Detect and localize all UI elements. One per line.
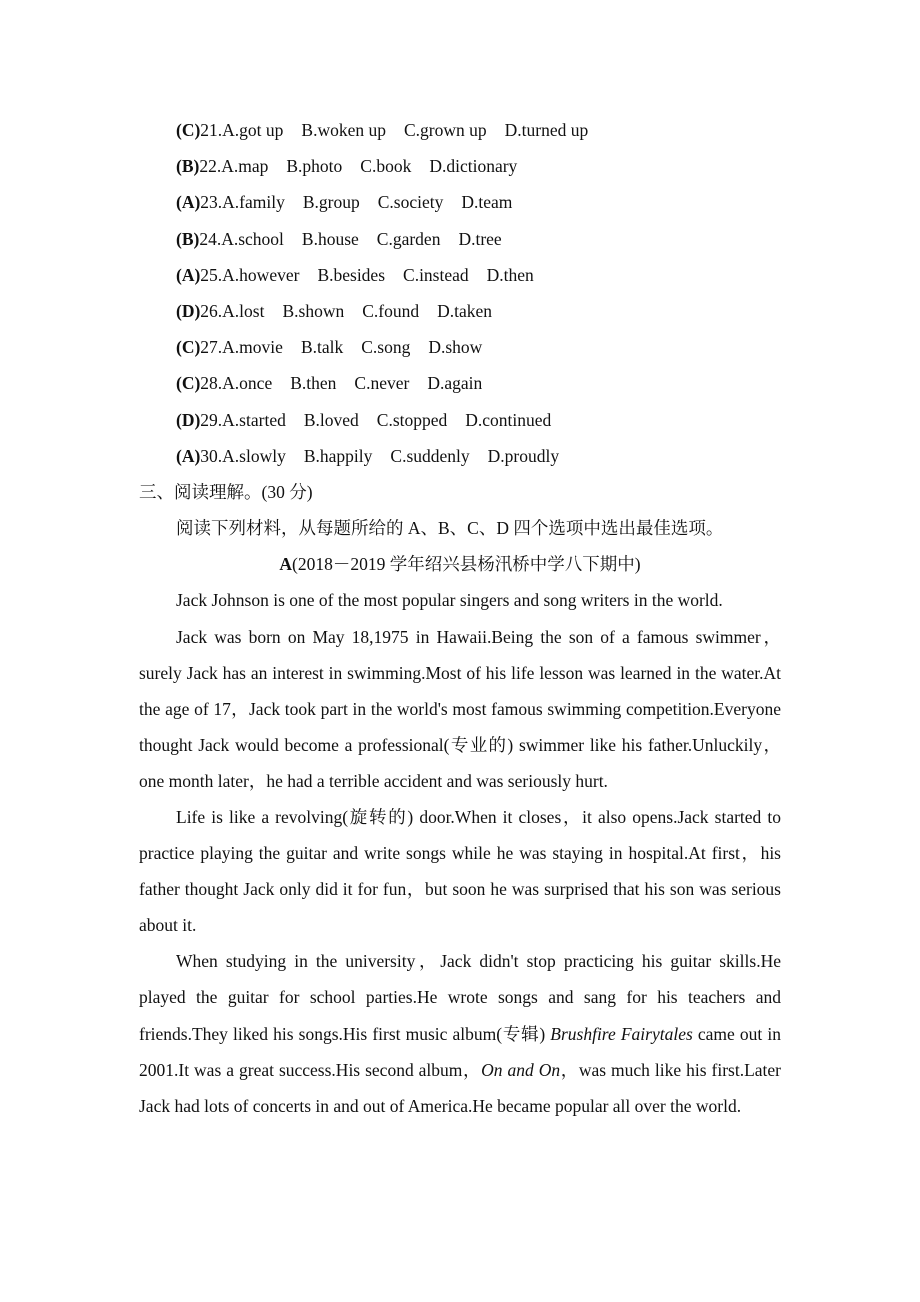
- option-row: [139, 184, 781, 220]
- document-content: [139, 112, 781, 1124]
- question-number: 21.: [200, 120, 223, 140]
- passage-paragraph-3: Life is like a revolving(旋转的) door.When it closes，it also opens.Jack started to practice playing the guitar and write songs while he was staying in hospital.At first，his father thought Jack only did it for fun，but soon he was surprised that his son was serious about it.: [139, 807, 781, 936]
- option-choice: C.book: [360, 156, 412, 177]
- question-number: 27.: [200, 337, 223, 358]
- option-choice: B.group: [302, 192, 360, 213]
- option-choice: D.again: [427, 373, 483, 394]
- option-choice: A.once: [222, 373, 273, 394]
- option-choice: D.taken: [437, 300, 493, 321]
- option-row: [139, 329, 781, 365]
- option-choice: C.stopped: [376, 409, 448, 430]
- option-choice: D.then: [486, 264, 534, 285]
- option-choice: C.grown up: [404, 120, 487, 140]
- question-number: 25.: [200, 264, 223, 285]
- option-choice: D.turned up: [504, 120, 589, 140]
- question-number: 29.: [200, 409, 223, 430]
- option-choice: C.never: [354, 373, 410, 394]
- option-row: [139, 438, 781, 474]
- option-choice: C.society: [377, 192, 444, 213]
- option-choice: B.besides: [317, 264, 386, 285]
- option-choice: D.team: [461, 192, 513, 213]
- option-choice: D.continued: [465, 409, 552, 430]
- option-choice: B.happily: [303, 445, 373, 466]
- option-choice: C.garden: [376, 228, 441, 249]
- answer-key: (C): [176, 373, 201, 394]
- answer-options-list: [139, 112, 781, 474]
- option-row: [139, 148, 781, 184]
- option-choice: D.dictionary: [429, 156, 518, 177]
- option-choice: B.loved: [303, 409, 359, 430]
- option-choice: B.photo: [286, 156, 343, 177]
- section-instruction: 阅读下列材料，从每题所给的 A、B、C、D 四个选项中选出最佳选项。: [176, 518, 724, 539]
- question-number: 30.: [200, 445, 223, 466]
- answer-key: (D): [176, 300, 201, 321]
- option-choice: A.got up: [222, 120, 284, 140]
- option-choice: D.tree: [458, 228, 502, 249]
- answer-key: (A): [176, 192, 201, 213]
- option-choice: B.house: [301, 228, 359, 249]
- passage-paragraph-1: Jack Johnson is one of the most popular singers and song writers in the world.: [176, 590, 723, 611]
- option-row: [139, 112, 781, 148]
- answer-key: (A): [176, 445, 201, 466]
- option-row: [139, 293, 781, 329]
- option-choice: B.shown: [282, 300, 345, 321]
- question-number: 22.: [199, 156, 222, 177]
- option-choice: A.map: [221, 156, 269, 177]
- option-choice: A.slowly: [222, 445, 286, 466]
- option-choice: A.family: [222, 192, 285, 213]
- album-title-2: On and On: [481, 1059, 561, 1080]
- question-number: 26.: [200, 300, 223, 321]
- question-number: 28.: [200, 373, 223, 394]
- passage-paragraph-4: [139, 943, 781, 1123]
- passage-source: (2018－2019 学年绍兴县杨汛桥中学八下期中): [292, 554, 641, 575]
- option-row: [139, 402, 781, 438]
- option-choice: C.found: [362, 300, 420, 321]
- question-number: 24.: [199, 228, 222, 249]
- option-choice: C.suddenly: [390, 445, 470, 466]
- answer-key: (B): [176, 156, 200, 177]
- option-choice: B.then: [290, 373, 337, 394]
- option-row: [139, 221, 781, 257]
- option-choice: C.song: [361, 337, 411, 358]
- option-row: [139, 257, 781, 293]
- passage-title: [139, 546, 781, 582]
- answer-key: (A): [176, 264, 201, 285]
- option-choice: A.school: [221, 228, 284, 249]
- option-choice: B.talk: [300, 337, 344, 358]
- answer-key: (C): [176, 337, 201, 358]
- answer-key: (D): [176, 409, 201, 430]
- option-choice: A.started: [222, 409, 286, 430]
- option-choice: A.lost: [222, 300, 265, 321]
- option-choice: B.woken up: [301, 120, 386, 140]
- option-choice: C.instead: [403, 264, 469, 285]
- question-number: 23.: [200, 192, 223, 213]
- option-choice: D.proudly: [487, 445, 560, 466]
- option-row: [139, 365, 781, 401]
- paragraph-4-text-c: ，was much like his first.Later Jack had lots of concerts in and out of America.He became popular all over the world.: [139, 1059, 781, 1116]
- paragraph-4-text-a: When studying in the university，Jack didn't stop practicing his guitar skills.He played the guitar for school parties.He wrote songs and sang for his teachers and friends.They liked his songs.His first music album(专辑): [139, 951, 781, 1044]
- paragraph-4-text-b: came out in 2001.It was a great success.His second album，: [139, 1023, 781, 1080]
- answer-key: (B): [176, 228, 200, 249]
- album-title-1: Brushfire Fairytales: [550, 1023, 693, 1044]
- passage-paragraph-2: Jack was born on May 18,1975 in Hawaii.Being the son of a famous swimmer，surely Jack has an interest in swimming.Most of his life lesson was learned in the water.At the age of 17，Jack took part in the world's most famous swimming competition.Everyone thought Jack would become a professional(专业的) swimmer like his father.Unluckily，one month later，he had a terrible accident and was seriously hurt.: [139, 626, 781, 791]
- option-choice: D.show: [428, 337, 483, 358]
- passage-label: A: [279, 554, 293, 575]
- option-choice: A.movie: [222, 337, 283, 358]
- section-heading: 三、阅读理解。(30 分): [139, 481, 313, 502]
- answer-key: (C): [176, 120, 201, 140]
- option-choice: A.however: [222, 264, 300, 285]
